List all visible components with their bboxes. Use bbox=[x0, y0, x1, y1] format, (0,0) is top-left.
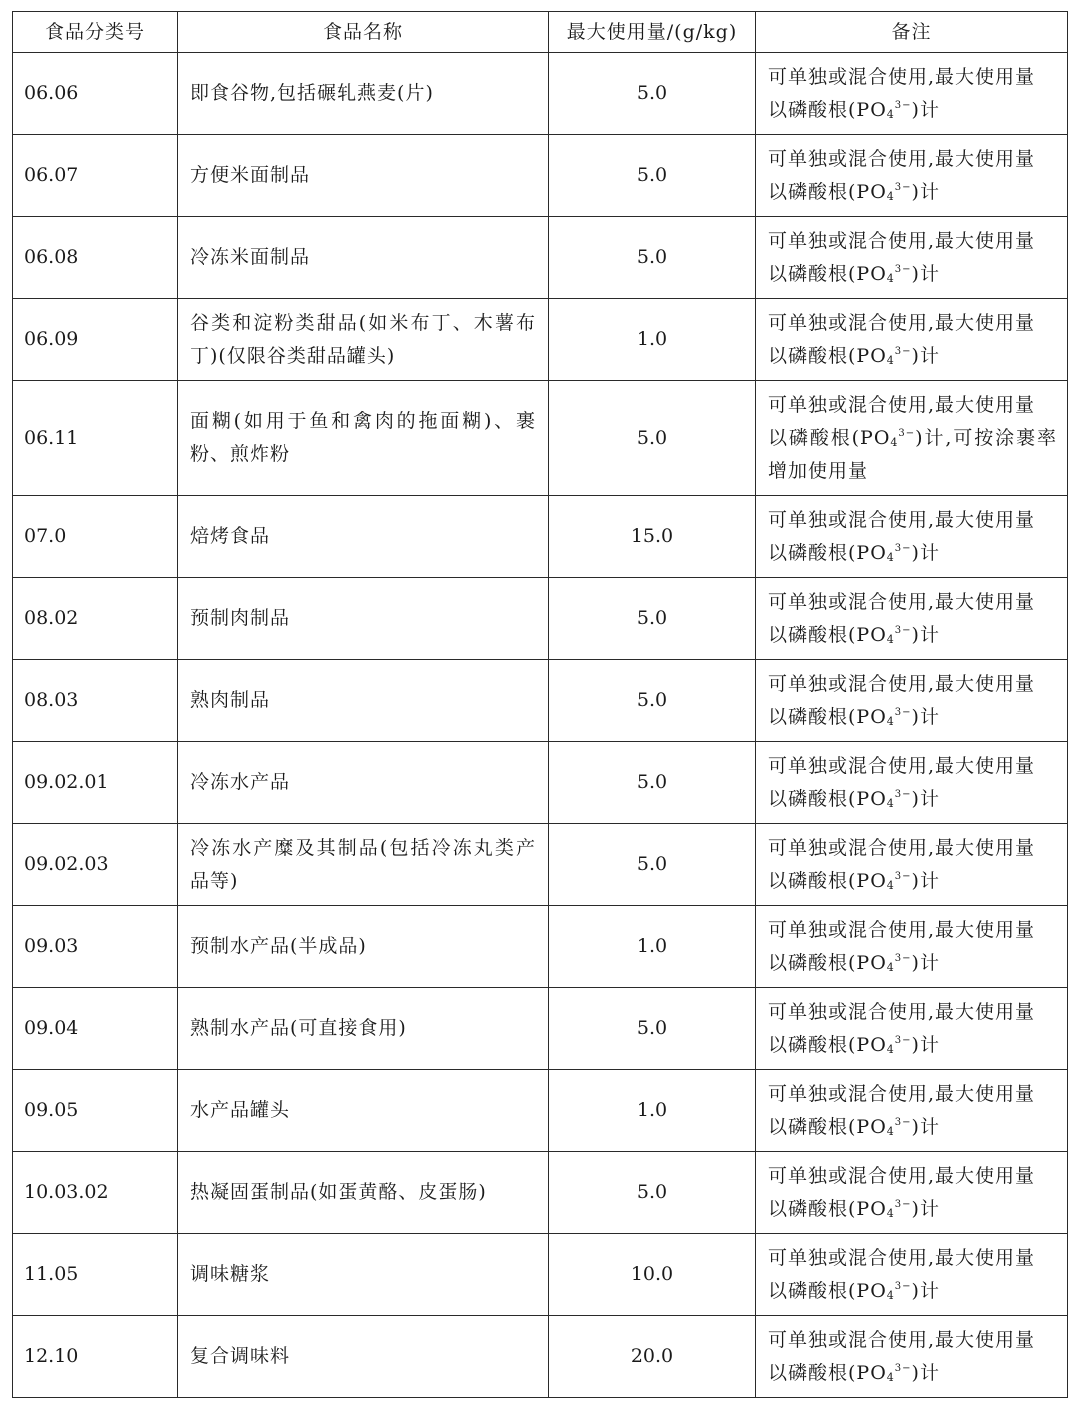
cell-max-amount: 15.0 bbox=[549, 496, 756, 578]
header-note: 备注 bbox=[756, 12, 1068, 53]
cell-max-amount: 1.0 bbox=[549, 1070, 756, 1152]
note-phosphate-suffix: )计 bbox=[911, 623, 940, 646]
table-body bbox=[13, 53, 1068, 1398]
note-line-1: 可单独或混合使用,最大使用量 bbox=[768, 1164, 1036, 1187]
note-line-1: 可单独或混合使用,最大使用量 bbox=[768, 147, 1036, 170]
note-phosphate-subscript: 4 bbox=[886, 632, 895, 646]
note-line-2 bbox=[768, 701, 1057, 734]
note-line-1: 可单独或混合使用,最大使用量 bbox=[768, 836, 1036, 859]
note-phosphate-suffix: )计 bbox=[911, 98, 940, 121]
note-phosphate-subscript: 4 bbox=[886, 550, 895, 564]
cell-note bbox=[756, 381, 1068, 496]
note-phosphate-suffix: )计 bbox=[911, 705, 940, 728]
note-phosphate-suffix: )计 bbox=[911, 541, 940, 564]
table-row bbox=[13, 906, 1068, 988]
cell-food-name: 面糊(如用于鱼和禽肉的拖面糊)、裹粉、煎炸粉 bbox=[178, 381, 549, 496]
cell-max-amount: 5.0 bbox=[549, 742, 756, 824]
cell-note bbox=[756, 988, 1068, 1070]
cell-note bbox=[756, 578, 1068, 660]
cell-max-amount: 5.0 bbox=[549, 578, 756, 660]
cell-food-name: 方便米面制品 bbox=[178, 135, 549, 217]
cell-food-name: 冷冻水产品 bbox=[178, 742, 549, 824]
note-phosphate-subscript: 4 bbox=[886, 189, 895, 203]
cell-note bbox=[756, 660, 1068, 742]
note-line-1: 可单独或混合使用,最大使用量 bbox=[768, 393, 1036, 416]
header-amount: 最大使用量/(g/kg) bbox=[549, 12, 756, 53]
note-phosphate-charge: 3− bbox=[894, 345, 912, 357]
note-phosphate-charge: 3− bbox=[894, 788, 912, 800]
note-phosphate-subscript: 4 bbox=[886, 1206, 895, 1220]
cell-food-code: 09.02.01 bbox=[13, 742, 178, 824]
table-row bbox=[13, 1070, 1068, 1152]
note-line-2 bbox=[768, 1029, 1057, 1062]
table-row bbox=[13, 53, 1068, 135]
cell-max-amount: 5.0 bbox=[549, 217, 756, 299]
cell-food-name: 即食谷物,包括碾轧燕麦(片) bbox=[178, 53, 549, 135]
note-line-1: 可单独或混合使用,最大使用量 bbox=[768, 590, 1036, 613]
cell-food-code: 11.05 bbox=[13, 1234, 178, 1316]
note-phosphate-charge: 3− bbox=[894, 542, 912, 554]
note-phosphate-charge: 3− bbox=[894, 952, 912, 964]
cell-food-code: 08.02 bbox=[13, 578, 178, 660]
cell-food-name: 复合调味料 bbox=[178, 1316, 549, 1398]
note-phosphate-prefix: 以磷酸根(PO bbox=[768, 787, 887, 810]
cell-max-amount: 1.0 bbox=[549, 299, 756, 381]
note-phosphate-subscript: 4 bbox=[886, 960, 895, 974]
note-phosphate-suffix: )计 bbox=[911, 1197, 940, 1220]
note-phosphate-subscript: 4 bbox=[886, 107, 895, 121]
note-phosphate-charge: 3− bbox=[894, 1362, 912, 1374]
note-line-1: 可单独或混合使用,最大使用量 bbox=[768, 65, 1036, 88]
note-line-1: 可单独或混合使用,最大使用量 bbox=[768, 672, 1036, 695]
note-phosphate-charge: 3− bbox=[894, 181, 912, 193]
note-phosphate-prefix: 以磷酸根(PO bbox=[768, 98, 887, 121]
cell-food-code: 09.02.03 bbox=[13, 824, 178, 906]
note-phosphate-charge: 3− bbox=[898, 427, 916, 439]
note-phosphate-charge: 3− bbox=[894, 1280, 912, 1292]
note-phosphate-subscript: 4 bbox=[886, 796, 895, 810]
note-phosphate-subscript: 4 bbox=[886, 878, 895, 892]
note-line-2 bbox=[768, 619, 1057, 652]
note-line-2 bbox=[768, 422, 1057, 488]
cell-max-amount: 10.0 bbox=[549, 1234, 756, 1316]
table-row bbox=[13, 381, 1068, 496]
note-phosphate-subscript: 4 bbox=[886, 353, 895, 367]
note-line-1: 可单独或混合使用,最大使用量 bbox=[768, 918, 1036, 941]
note-phosphate-prefix: 以磷酸根(PO bbox=[768, 1033, 887, 1056]
note-phosphate-subscript: 4 bbox=[890, 435, 899, 449]
note-phosphate-suffix: )计 bbox=[911, 869, 940, 892]
cell-food-code: 07.0 bbox=[13, 496, 178, 578]
note-phosphate-prefix: 以磷酸根(PO bbox=[768, 344, 887, 367]
note-phosphate-subscript: 4 bbox=[886, 1288, 895, 1302]
table-row bbox=[13, 135, 1068, 217]
header-code: 食品分类号 bbox=[13, 12, 178, 53]
note-phosphate-prefix: 以磷酸根(PO bbox=[768, 623, 887, 646]
note-phosphate-suffix: )计 bbox=[911, 262, 940, 285]
cell-max-amount: 20.0 bbox=[549, 1316, 756, 1398]
note-phosphate-suffix: )计 bbox=[911, 1279, 940, 1302]
note-phosphate-prefix: 以磷酸根(PO bbox=[768, 951, 887, 974]
cell-food-code: 10.03.02 bbox=[13, 1152, 178, 1234]
note-phosphate-suffix: )计 bbox=[911, 951, 940, 974]
note-line-1: 可单独或混合使用,最大使用量 bbox=[768, 1328, 1036, 1351]
note-phosphate-suffix: )计 bbox=[911, 180, 940, 203]
table-row bbox=[13, 217, 1068, 299]
cell-note bbox=[756, 135, 1068, 217]
cell-note bbox=[756, 496, 1068, 578]
table-header-row bbox=[13, 12, 1068, 53]
note-phosphate-prefix: 以磷酸根(PO bbox=[768, 426, 891, 449]
table-row bbox=[13, 578, 1068, 660]
cell-max-amount: 5.0 bbox=[549, 824, 756, 906]
note-phosphate-suffix: )计 bbox=[911, 787, 940, 810]
cell-food-code: 08.03 bbox=[13, 660, 178, 742]
note-line-2 bbox=[768, 258, 1057, 291]
cell-max-amount: 5.0 bbox=[549, 988, 756, 1070]
note-phosphate-prefix: 以磷酸根(PO bbox=[768, 869, 887, 892]
note-phosphate-charge: 3− bbox=[894, 1198, 912, 1210]
note-phosphate-prefix: 以磷酸根(PO bbox=[768, 705, 887, 728]
note-line-1: 可单独或混合使用,最大使用量 bbox=[768, 1000, 1036, 1023]
note-phosphate-subscript: 4 bbox=[886, 271, 895, 285]
note-phosphate-charge: 3− bbox=[894, 870, 912, 882]
note-phosphate-prefix: 以磷酸根(PO bbox=[768, 1361, 887, 1384]
note-line-1: 可单独或混合使用,最大使用量 bbox=[768, 311, 1036, 334]
cell-note bbox=[756, 1234, 1068, 1316]
cell-max-amount: 5.0 bbox=[549, 381, 756, 496]
note-phosphate-charge: 3− bbox=[894, 706, 912, 718]
note-phosphate-prefix: 以磷酸根(PO bbox=[768, 1279, 887, 1302]
note-line-2 bbox=[768, 340, 1057, 373]
note-line-1: 可单独或混合使用,最大使用量 bbox=[768, 1246, 1036, 1269]
note-line-2 bbox=[768, 783, 1057, 816]
cell-max-amount: 5.0 bbox=[549, 53, 756, 135]
cell-food-name: 熟肉制品 bbox=[178, 660, 549, 742]
cell-food-code: 06.07 bbox=[13, 135, 178, 217]
note-line-2 bbox=[768, 1111, 1057, 1144]
cell-note bbox=[756, 217, 1068, 299]
cell-food-name: 调味糖浆 bbox=[178, 1234, 549, 1316]
cell-note bbox=[756, 1152, 1068, 1234]
note-line-1: 可单独或混合使用,最大使用量 bbox=[768, 229, 1036, 252]
cell-food-name: 冷冻水产糜及其制品(包括冷冻丸类产品等) bbox=[178, 824, 549, 906]
cell-note bbox=[756, 53, 1068, 135]
note-phosphate-prefix: 以磷酸根(PO bbox=[768, 1197, 887, 1220]
note-phosphate-subscript: 4 bbox=[886, 714, 895, 728]
cell-max-amount: 1.0 bbox=[549, 906, 756, 988]
cell-note bbox=[756, 742, 1068, 824]
table-row bbox=[13, 1152, 1068, 1234]
note-phosphate-subscript: 4 bbox=[886, 1124, 895, 1138]
food-additive-table bbox=[12, 11, 1068, 1398]
cell-food-code: 06.06 bbox=[13, 53, 178, 135]
cell-max-amount: 5.0 bbox=[549, 135, 756, 217]
cell-food-code: 06.09 bbox=[13, 299, 178, 381]
note-phosphate-suffix: )计 bbox=[911, 1115, 940, 1138]
cell-max-amount: 5.0 bbox=[549, 1152, 756, 1234]
cell-food-code: 06.11 bbox=[13, 381, 178, 496]
note-line-2 bbox=[768, 1193, 1057, 1226]
cell-food-code: 09.03 bbox=[13, 906, 178, 988]
note-phosphate-prefix: 以磷酸根(PO bbox=[768, 541, 887, 564]
note-phosphate-subscript: 4 bbox=[886, 1370, 895, 1384]
note-line-2 bbox=[768, 94, 1057, 127]
table-row bbox=[13, 988, 1068, 1070]
note-line-2 bbox=[768, 1275, 1057, 1308]
note-phosphate-prefix: 以磷酸根(PO bbox=[768, 180, 887, 203]
cell-food-name: 冷冻米面制品 bbox=[178, 217, 549, 299]
note-phosphate-prefix: 以磷酸根(PO bbox=[768, 1115, 887, 1138]
note-phosphate-suffix: )计,可按涂裹率增加使用量 bbox=[768, 426, 1057, 482]
header-name: 食品名称 bbox=[178, 12, 549, 53]
note-line-1: 可单独或混合使用,最大使用量 bbox=[768, 1082, 1036, 1105]
note-phosphate-suffix: )计 bbox=[911, 1033, 940, 1056]
note-line-2 bbox=[768, 865, 1057, 898]
note-line-1: 可单独或混合使用,最大使用量 bbox=[768, 754, 1036, 777]
table-row bbox=[13, 496, 1068, 578]
cell-food-name: 谷类和淀粉类甜品(如米布丁、木薯布丁)(仅限谷类甜品罐头) bbox=[178, 299, 549, 381]
cell-food-code: 09.05 bbox=[13, 1070, 178, 1152]
note-phosphate-charge: 3− bbox=[894, 99, 912, 111]
note-line-2 bbox=[768, 1357, 1057, 1390]
cell-max-amount: 5.0 bbox=[549, 660, 756, 742]
note-phosphate-charge: 3− bbox=[894, 1116, 912, 1128]
note-phosphate-charge: 3− bbox=[894, 1034, 912, 1046]
cell-food-code: 06.08 bbox=[13, 217, 178, 299]
table-row bbox=[13, 1316, 1068, 1398]
cell-note bbox=[756, 824, 1068, 906]
cell-food-name: 预制肉制品 bbox=[178, 578, 549, 660]
note-line-2 bbox=[768, 176, 1057, 209]
note-phosphate-suffix: )计 bbox=[911, 344, 940, 367]
cell-food-name: 焙烤食品 bbox=[178, 496, 549, 578]
note-phosphate-charge: 3− bbox=[894, 263, 912, 275]
cell-note bbox=[756, 299, 1068, 381]
cell-food-name: 预制水产品(半成品) bbox=[178, 906, 549, 988]
cell-food-name: 水产品罐头 bbox=[178, 1070, 549, 1152]
cell-note bbox=[756, 1070, 1068, 1152]
note-line-2 bbox=[768, 537, 1057, 570]
cell-food-code: 12.10 bbox=[13, 1316, 178, 1398]
note-line-1: 可单独或混合使用,最大使用量 bbox=[768, 508, 1036, 531]
note-phosphate-suffix: )计 bbox=[911, 1361, 940, 1384]
cell-food-code: 09.04 bbox=[13, 988, 178, 1070]
table-row bbox=[13, 660, 1068, 742]
table-row bbox=[13, 1234, 1068, 1316]
table-row bbox=[13, 742, 1068, 824]
cell-food-name: 热凝固蛋制品(如蛋黄酪、皮蛋肠) bbox=[178, 1152, 549, 1234]
note-phosphate-prefix: 以磷酸根(PO bbox=[768, 262, 887, 285]
cell-note bbox=[756, 906, 1068, 988]
cell-note bbox=[756, 1316, 1068, 1398]
table-row bbox=[13, 299, 1068, 381]
cell-food-name: 熟制水产品(可直接食用) bbox=[178, 988, 549, 1070]
table-row bbox=[13, 824, 1068, 906]
note-line-2 bbox=[768, 947, 1057, 980]
note-phosphate-subscript: 4 bbox=[886, 1042, 895, 1056]
food-additive-table-page bbox=[12, 11, 1067, 1398]
note-phosphate-charge: 3− bbox=[894, 624, 912, 636]
